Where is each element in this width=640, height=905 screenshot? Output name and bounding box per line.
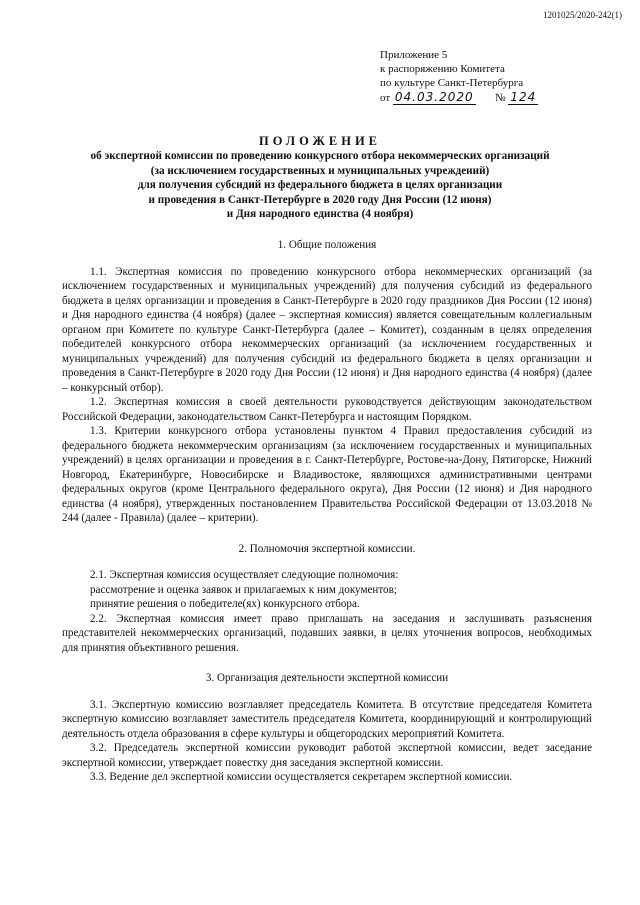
section-1-heading: 1. Общие положения (277, 239, 377, 251)
document-title (40, 133, 600, 222)
section-3-heading: 3. Организация деятельности экспертной комиссии (205, 672, 449, 684)
title-main: ПОЛОЖЕНИЕ (258, 134, 382, 148)
date-prefix: от (380, 92, 391, 104)
appendix-date-line (380, 90, 538, 105)
paragraph-3-3: 3.3. Ведение дел экспертной комиссии осуществляется секретарем экспертной комиссии. (90, 771, 513, 783)
handwritten-number: 124 (510, 90, 537, 104)
appendix-line-1: Приложение 5 (380, 49, 448, 61)
paragraph-1-1: 1.1. Экспертная комиссия по проведению конкурсного отбора некоммерческих организаций (за исключением государственных и муниципальных учреждений) для получения субсидий из федерального бюджета в целях организации и проведения в Санкт-Петербурге в 2020 году праздников Дня России (12 июня) и Дня народного единства (4 ноября) (далее – экспертная комиссия) является совещательным коллегиальным органом при Комитете по культуре Санкт-Петербурга (далее – Комитет), созданным в целях определения победителей конкурсного отбора некоммерческих организаций (за исключением государственных и муниципальных учреждений) для получения субсидий из федерального бюджета в целях организации и проведения в Санкт-Петербурге в 2020 году Дня России (12 июня) и Дня народного единства (4 ноября) (далее – конкурсный отбор). (62, 265, 592, 394)
subtitle-line-3: для получения субсидий из федерального бюджета в целях организации (137, 179, 503, 192)
document-code: 1201025/2020-242(1) (543, 10, 622, 20)
paragraph-2-1-a: рассмотрение и оценка заявок и прилагаемых к ним документов; (90, 583, 397, 596)
number-prefix: № (495, 92, 506, 104)
paragraph-3-2: 3.2. Председатель экспертной комиссии руководит работой экспертной комиссии, ведет заседание экспертной комиссии, утверждает повестку дня заседания экспертной комиссии. (62, 742, 592, 769)
subtitle-line-2: (за исключением государственных и муниципальных учреждений) (150, 164, 490, 177)
appendix-line-2: к распоряжению Комитета (380, 63, 505, 75)
appendix-block (380, 48, 538, 105)
paragraph-2-1: 2.1. Экспертная комиссия осуществляет следующие полномочия: (90, 569, 399, 581)
paragraph-2-1-b: принятие решения о победителе(ях) конкурсного отбора. (90, 598, 360, 610)
section-2-heading: 2. Полномочия экспертной комиссии. (238, 542, 416, 555)
appendix-line-3: по культуре Санкт-Петербурга (380, 77, 524, 89)
handwritten-date: 04.03.2020 (394, 90, 474, 104)
paragraph-1-2: 1.2. Экспертная комиссия в своей деятельности руководствуется действующим законодательством Российской Федерации, законодательством Санкт-Петербурга и настоящим Порядком. (62, 396, 592, 423)
subtitle-line-4: и проведения в Санкт-Петербурге в 2020 году Дня России (12 июня) (148, 193, 492, 206)
document-body (62, 232, 592, 785)
paragraph-2-2: 2.2. Экспертная комиссия имеет право приглашать на заседания и заслушивать разъяснения представителей некоммерческих организаций, подавших заявки, в целях уточнения вопросов, необходимых для принятия объективного решения. (62, 612, 592, 654)
subtitle-line-1: об экспертной комиссии по проведению конкурсного отбора некоммерческих организаций (90, 150, 550, 162)
subtitle-line-5: и Дня народного единства (4 ноября) (226, 208, 414, 221)
paragraph-3-1: 3.1. Экспертную комиссию возглавляет председатель Комитета. В отсутствие председателя Комитета экспертную комиссию возглавляет заместитель председателя Комитета, координирующий и контролирующий деятельность отдела образования в сфере культуры и общегородских мероприятий Комитета. (62, 698, 592, 740)
paragraph-1-3: 1.3. Критерии конкурсного отбора установлены пунктом 4 Правил предоставления субсидий из федерального бюджета некоммерческим организациям (за исключением государственных и муниципальных учреждений) в целях организации и проведения в г. Санкт-Петербурге, Ростове-на-Дону, Пятигорске, Нижний Новгород, Екатеринбурге, Новосибирске и Владивостоке, являющихся административными центрами федеральных округов (кроме Центрального федерального округа), Дня России (12 июня) и Дня народного единства (4 ноября), утвержденных постановлением Правительства Российской Федерации от 13.03.2018 № 244 (далее - Правила) (далее – критерии). (62, 425, 592, 524)
